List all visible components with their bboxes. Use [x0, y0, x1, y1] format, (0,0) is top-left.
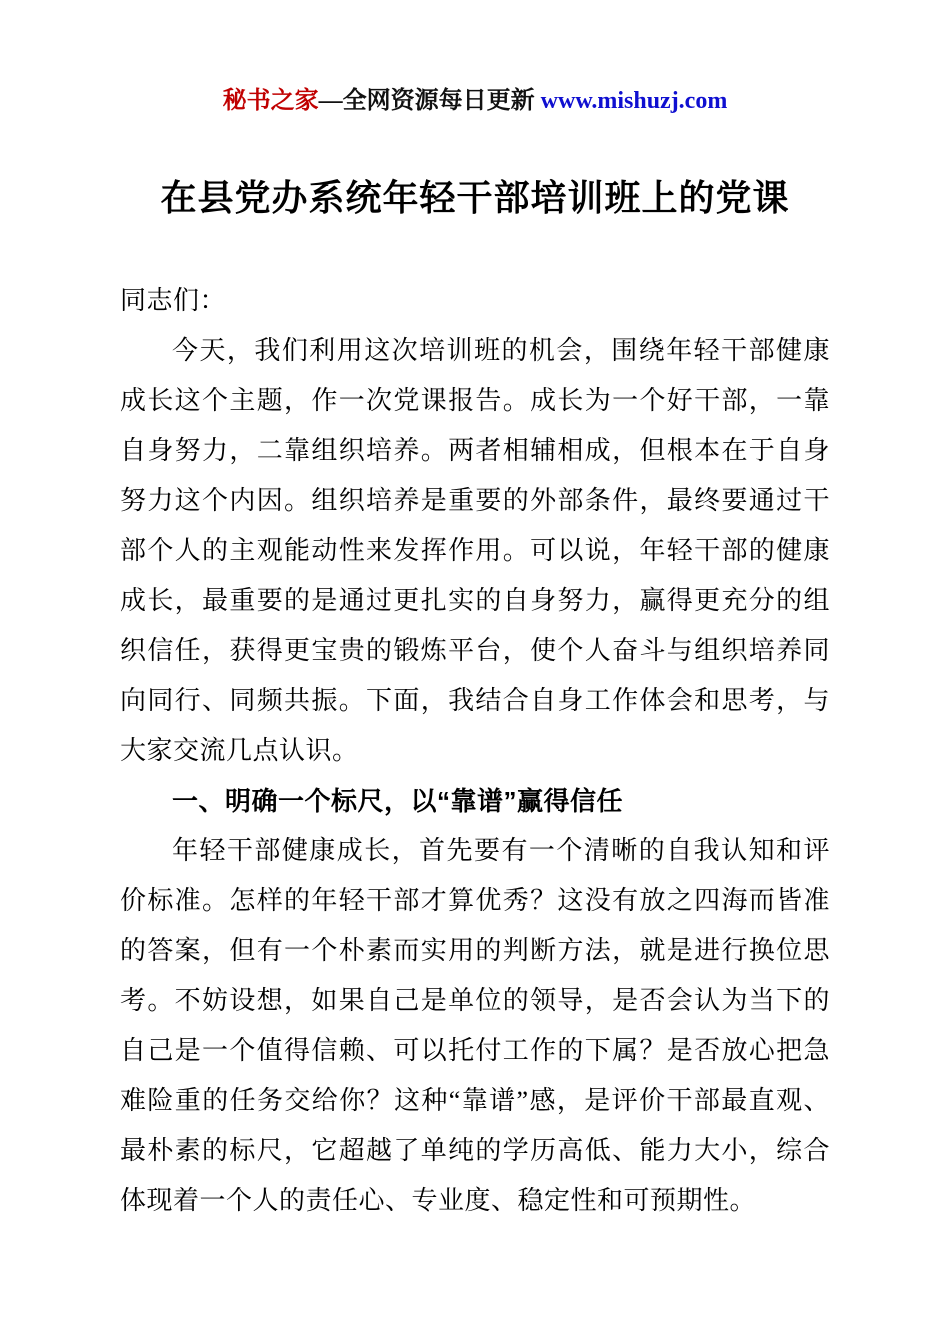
- body-paragraph: 今天，我们利用这次培训班的机会，围绕年轻干部健康成长这个主题，作一次党课报告。成长为一个好干部，一靠自身努力，二靠组织培养。两者相辅相成，但根本在于自身努力这个内因。组织培养是重要的外部条件，最终要通过干部个人的主观能动性来发挥作用。可以说，年轻干部的健康成长，最重要的是通过更扎实的自身努力，赢得更充分的组织信任，获得更宝贵的锻炼平台，使个人奋斗与组织培养同向同行、同频共振。下面，我结合自身工作体会和思考，与大家交流几点认识。: [120, 336, 830, 765]
- site-name: 秘书之家: [222, 88, 319, 114]
- site-tagline: —全网资源每日更新: [318, 88, 541, 114]
- site-url-link[interactable]: www.mishuzj.com: [540, 88, 728, 114]
- section-heading: 一、明确一个标尺，以“靠谱”赢得信任: [172, 786, 624, 816]
- site-header: [120, 86, 830, 116]
- document-title: 在县党办系统年轻干部培训班上的党课: [160, 177, 790, 218]
- document-body: [120, 276, 830, 1226]
- body-paragraph: 年轻干部健康成长，首先要有一个清晰的自我认知和评价标准。怎样的年轻干部才算优秀？这没有放之四海而皆准的答案，但有一个朴素而实用的判断方法，就是进行换位思考。不妨设想，如果自己是单位的领导，是否会认为当下的自己是一个值得信赖、可以托付工作的下属？是否放心把急难险重的任务交给你？这种“靠谱”感，是评价干部最直观、最朴素的标尺，它超越了单纯的学历高低、能力大小，综合体现着一个人的责任心、专业度、稳定性和可预期性。: [120, 836, 830, 1215]
- body-paragraph: 同志们：: [120, 286, 227, 315]
